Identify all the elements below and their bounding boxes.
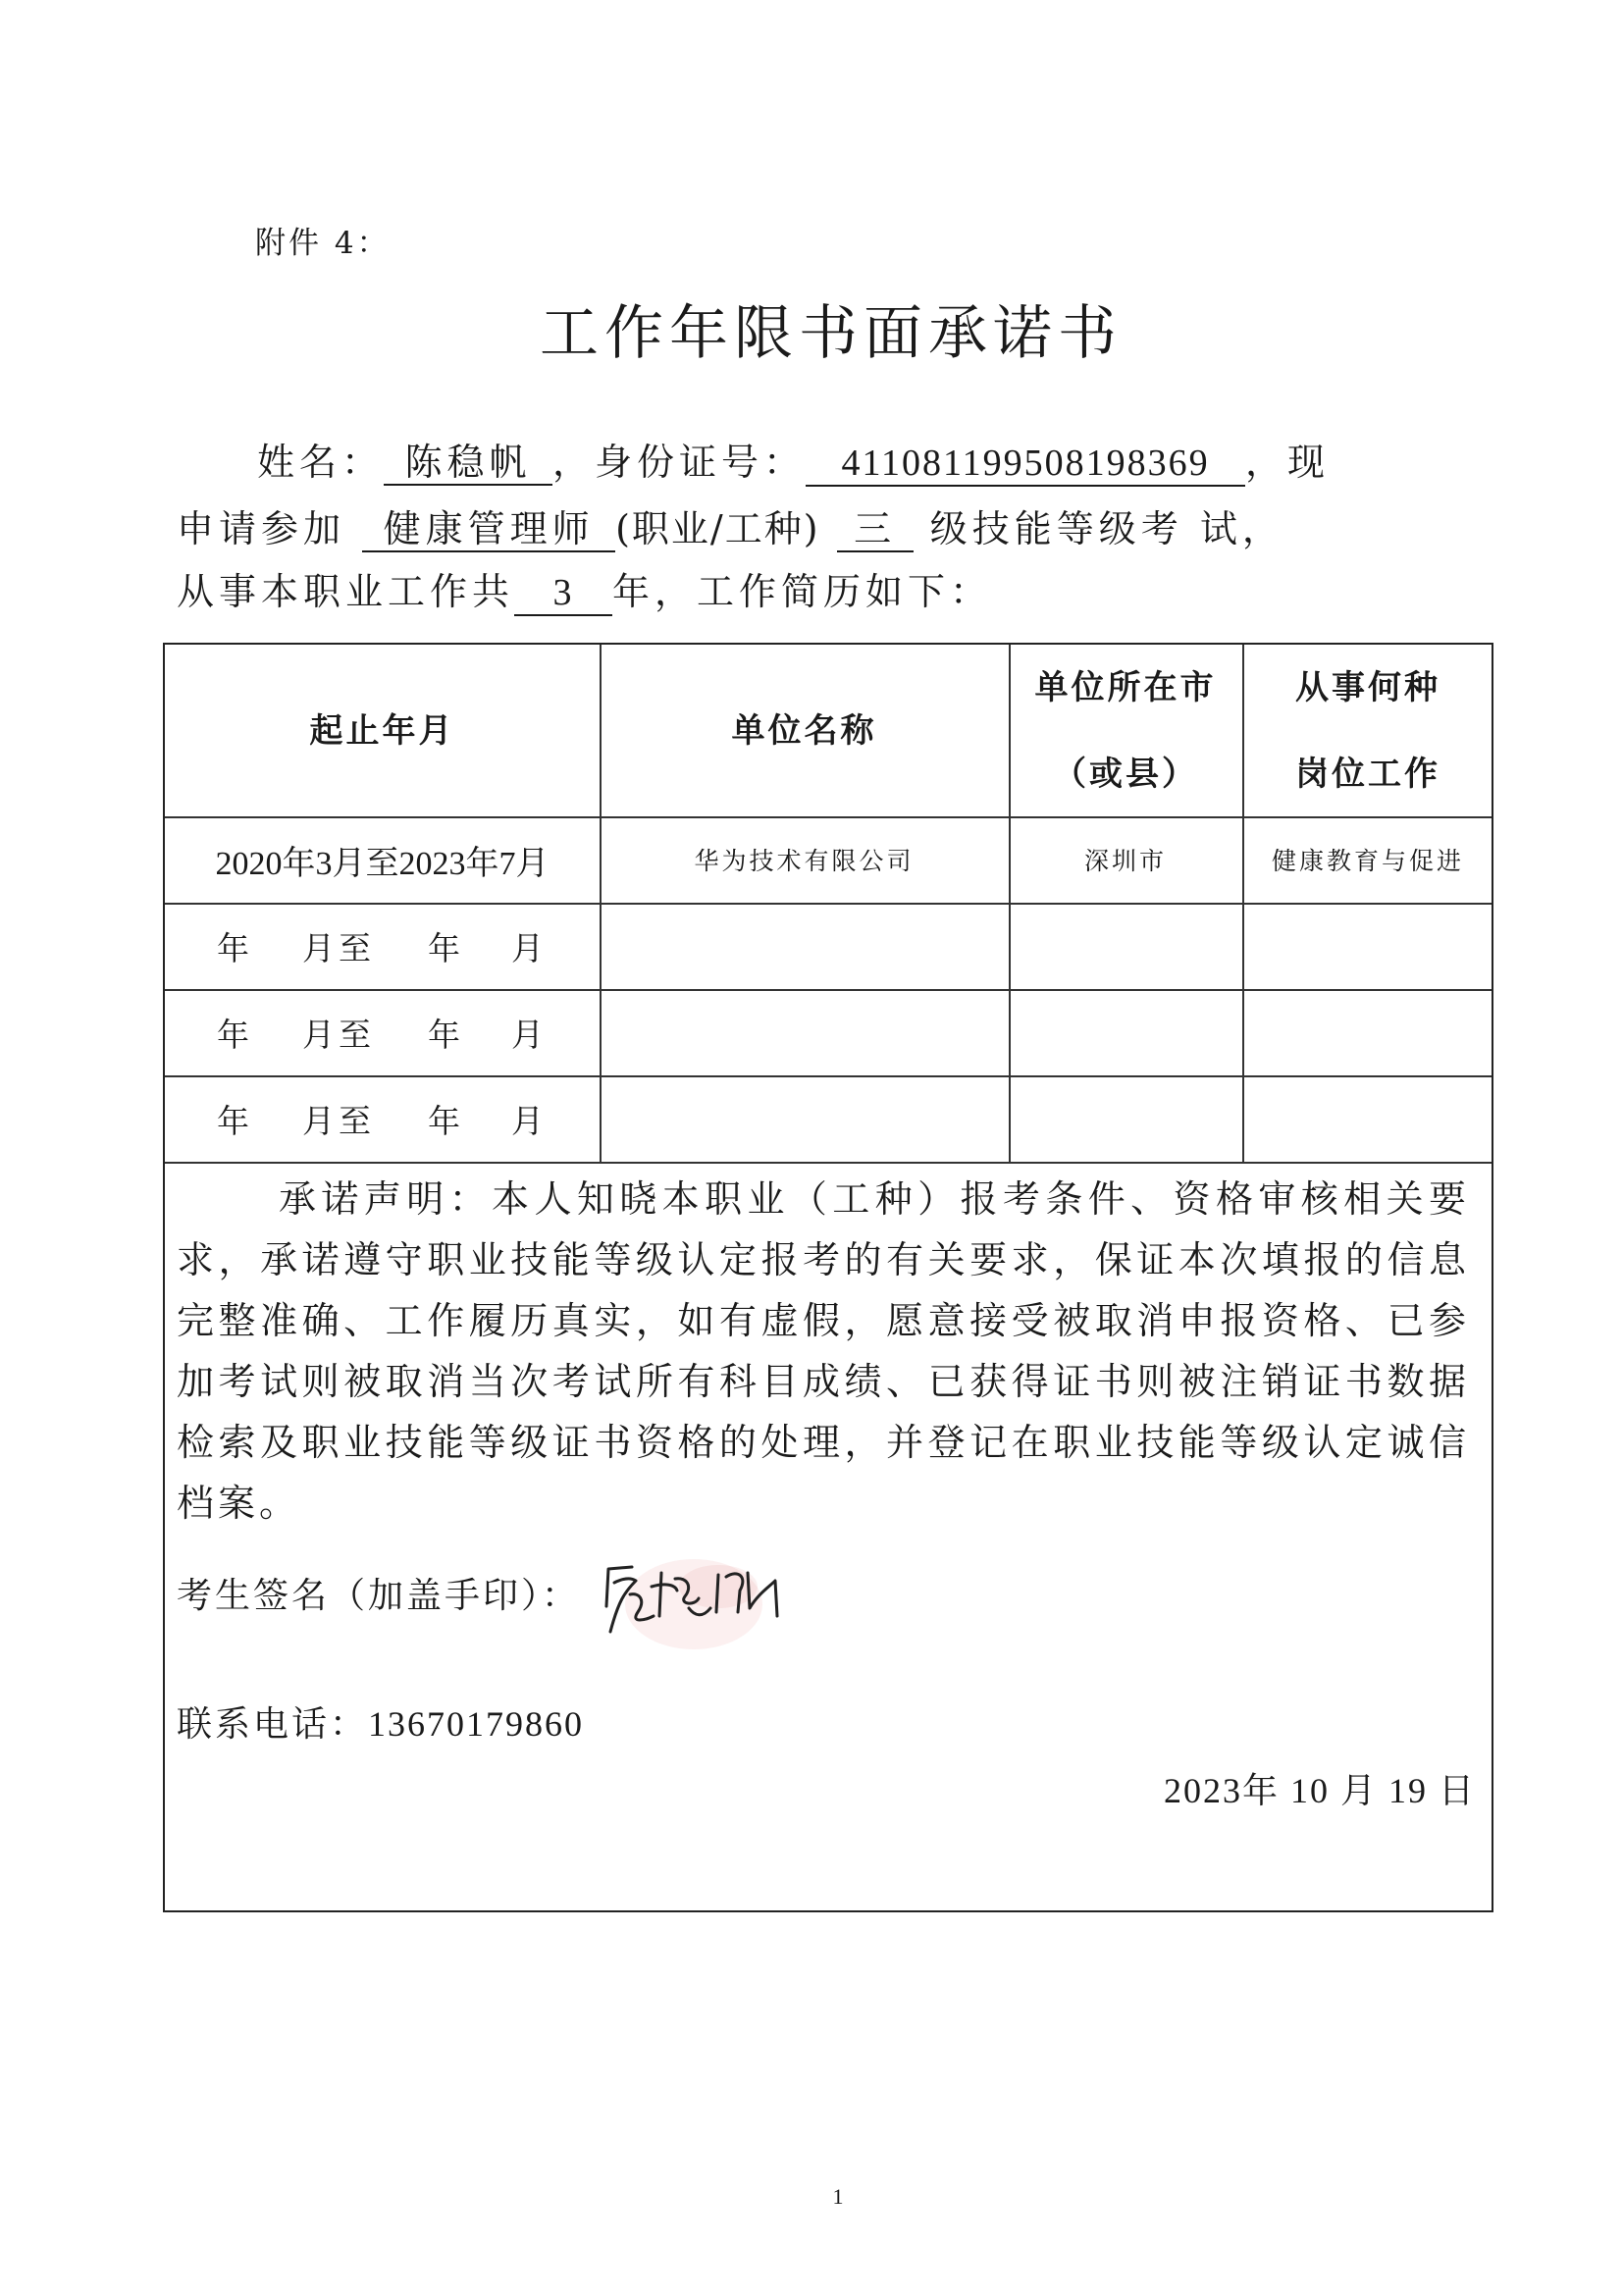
level-suffix: 级技能等级考 试，: [929, 507, 1284, 550]
intro-line-2: [177, 504, 1284, 553]
month-label: 月: [511, 928, 548, 967]
header-post-line1: 从事何种: [1295, 667, 1440, 707]
attachment-label: 附件 4：: [255, 226, 391, 261]
row-2-period: [165, 903, 600, 989]
year-label: 年: [428, 1015, 464, 1054]
header-period: 起止年月: [309, 710, 455, 751]
name-field: 陈稳帆: [384, 441, 552, 486]
declaration: [177, 1169, 1470, 1534]
id-label: ，身份证号：: [552, 441, 807, 484]
year-label: 年: [217, 928, 253, 967]
header-post: [1242, 645, 1493, 816]
id-number-field: 411081199508198369: [806, 442, 1245, 487]
month-to-label: 月至: [302, 1101, 375, 1140]
phone-number: 13670179860: [368, 1704, 585, 1744]
intro-line-1: [257, 438, 1330, 487]
signature-label: 考生签名（加盖手印）：: [177, 1576, 581, 1616]
row-1-post: 健康教育与促进: [1271, 847, 1464, 875]
year-label: 年: [217, 1101, 253, 1140]
sign-date: 2023年 10 月 19 日: [1163, 1771, 1476, 1810]
row-1-unit: 华为技术有限公司: [694, 847, 915, 875]
work-suffix: 年，工作简历如下：: [612, 570, 993, 613]
row-3-period: [165, 989, 600, 1075]
row-divider: [165, 1162, 1492, 1164]
header-unit-name: 单位名称: [731, 710, 877, 751]
phone-row: [177, 1696, 584, 1747]
occupation-field: 健康管理师: [362, 507, 615, 552]
after-id-text: ，现: [1245, 441, 1331, 484]
work-history-form: [163, 643, 1493, 1912]
handwritten-signature: [601, 1547, 826, 1665]
year-label: 年: [217, 1015, 253, 1054]
years-field: 3: [514, 571, 612, 616]
header-post-line2: 岗位工作: [1295, 754, 1440, 794]
apply-label: 申请参加: [177, 507, 346, 550]
month-label: 月: [511, 1101, 548, 1140]
year-label: 年: [428, 928, 464, 967]
page-number: 1: [832, 2184, 844, 2209]
occupation-suffix: (职业/工种): [615, 507, 820, 550]
intro-line-3: [177, 567, 992, 616]
phone-label: 联系电话：: [177, 1704, 369, 1745]
year-label: 年: [428, 1101, 464, 1140]
header-city-line1: 单位所在市: [1034, 667, 1217, 707]
month-to-label: 月至: [302, 1015, 375, 1054]
work-label: 从事本职业工作共: [177, 570, 515, 613]
document-title: 工作年限书面承诺书: [540, 299, 1123, 368]
declaration-text: 承诺声明：本人知晓本职业（工种）报考条件、资格审核相关要求，承诺遵守职业技能等级认定报考的有关要求，保证本次填报的信息完整准确、工作履历真实，如有虚假，愿意接受被取消申报资格、已参加考试则被取消当次考试所有科目成绩、已获得证书则被注销证书数据检索及职业技能等级证书资格的处理，并登记在职业技能等级认定诚信档案。: [177, 1177, 1470, 1525]
level-field: 三: [837, 507, 914, 552]
row-1-period: 2020年3月至2023年7月: [215, 845, 550, 882]
row-1-city: 深圳市: [1083, 847, 1167, 875]
header-city: [1009, 645, 1242, 816]
row-4-period: [165, 1075, 600, 1162]
header-city-line2: （或县）: [1053, 754, 1198, 794]
name-label: 姓名：: [257, 441, 385, 484]
month-to-label: 月至: [302, 928, 375, 967]
month-label: 月: [511, 1015, 548, 1054]
